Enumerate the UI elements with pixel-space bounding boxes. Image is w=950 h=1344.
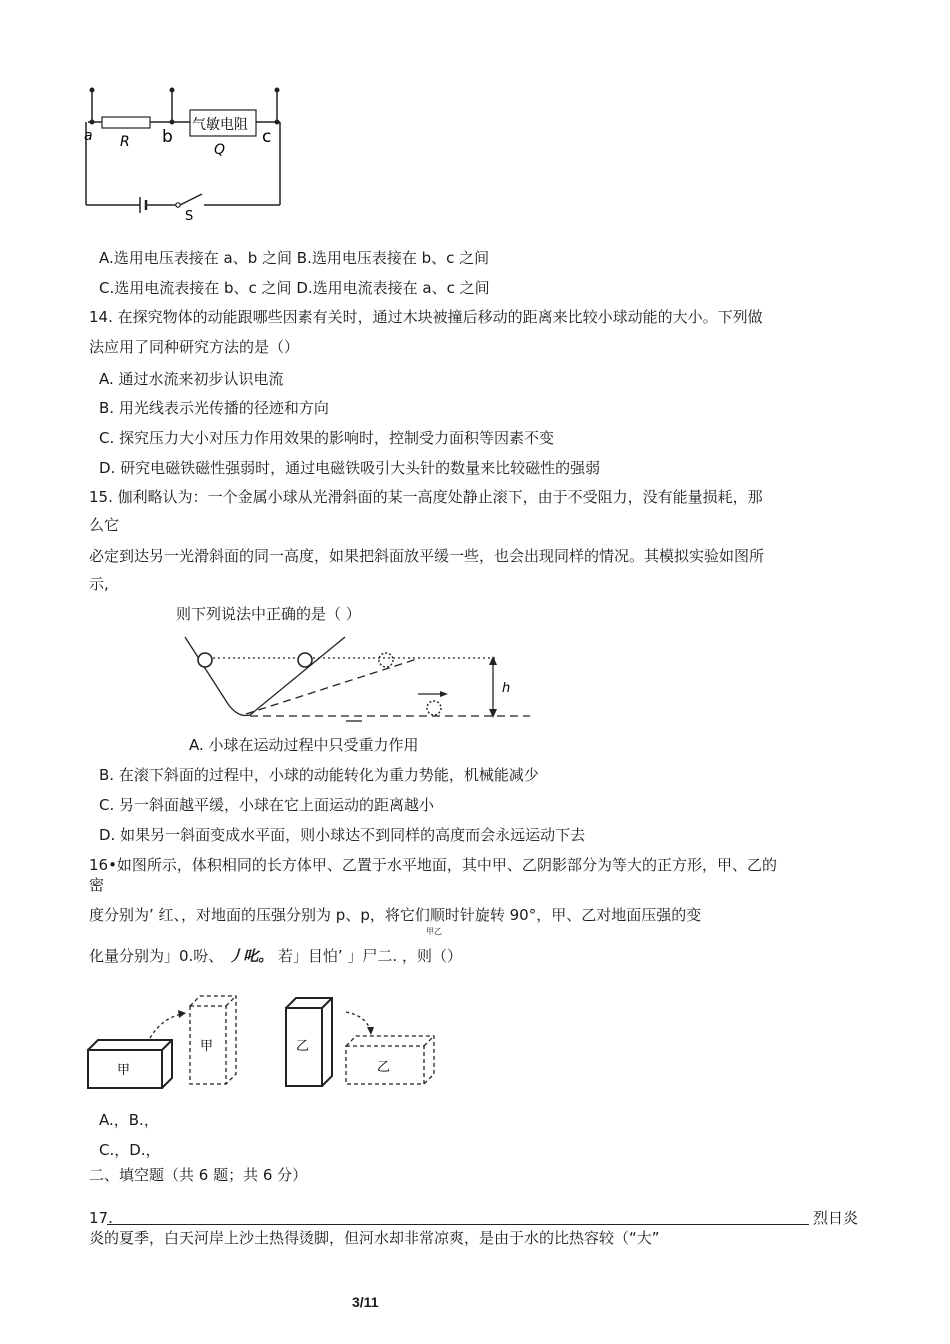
block-jia-label: 甲	[117, 1063, 131, 1078]
q16-subscript: 甲乙	[426, 927, 442, 936]
q14-option-b: B. 用光线表示光传播的径迹和方向	[99, 399, 329, 417]
q17-line1-tail: 烈日炎	[813, 1209, 859, 1227]
q13-options-line2: C.选用电流表接在 b、c 之间 D.选用电流表接在 a、c 之间	[99, 279, 490, 297]
q16-stem-line4-part1: 化量分别为」0.吩、	[89, 947, 224, 965]
circuit-diagram	[80, 82, 290, 222]
section-heading-fill-in: 二、填空题（共 6 题；共 6 分）	[89, 1166, 308, 1184]
q16-options-line1: A.，B.，	[99, 1111, 159, 1129]
q16-stem-line2: 密	[89, 876, 105, 894]
page-number: 3/11	[352, 1294, 379, 1310]
q14-option-a: A. 通过水流来初步认识电流	[99, 370, 284, 388]
q15-option-c: C. 另一斜面越平缓，小球在它上面运动的距离越小	[99, 796, 435, 814]
q16-stem-line1: 16•如图所示，体积相同的长方体甲、乙置于水平地面，其中甲、乙阴影部分为等大的正方形，甲、乙的	[89, 856, 777, 874]
sensor-q-label: Q	[214, 142, 226, 158]
node-b-label: b	[162, 127, 173, 147]
q15-stem-line4: 示,	[89, 575, 109, 593]
block-yi-rotated-label: 乙	[377, 1060, 391, 1075]
ball-start	[198, 653, 212, 667]
q16-stem-line3: 度分别为’ 红、，对地面的压强分别为 p、p，将它们顺时针旋转 90°，甲、乙对地面压强的变	[89, 906, 702, 924]
block-yi-label: 乙	[296, 1039, 310, 1054]
q15-option-a: A. 小球在运动过程中只受重力作用	[189, 736, 419, 754]
q15-stem-line2: 么它	[89, 516, 120, 534]
blocks-rotation-diagram	[84, 992, 442, 1090]
q16-stem-line4-part2: 丿叱。	[228, 947, 274, 965]
q15-figure-caption: 则下列说法中正确的是（ ）	[176, 605, 361, 623]
switch-s-label: S	[185, 209, 194, 222]
q15-stem-line1: 15. 伽利略认为：一个金属小球从光滑斜面的某一高度处静止滚下，由于不受阻力，没有能量损耗，那	[89, 488, 763, 506]
node-c-label: c	[262, 127, 272, 147]
q15-option-b: B. 在滚下斜面的过程中，小球的动能转化为重力势能，机械能减少	[99, 766, 539, 784]
q16-stem-line4-part3: 若」目怕’ 」尸二. ，则（）	[277, 947, 462, 965]
ball-gentle-slope	[379, 653, 393, 667]
q17-line2: 炎的夏季，白天河岸上沙土热得烫脚，但河水却非常凉爽，是由于水的比热容较（“大”	[89, 1229, 660, 1247]
q14-stem-line2: 法应用了同种研究方法的是（）	[89, 338, 300, 356]
q14-option-c: C. 探究压力大小对压力作用效果的影响时，控制受力面积等因素不变	[99, 429, 555, 447]
resistor-r-label: R	[120, 134, 130, 150]
ball-steep-slope	[298, 653, 312, 667]
incline-experiment-diagram	[180, 632, 530, 724]
q15-stem-line3: 必定到达另一光滑斜面的同一高度，如果把斜面放平缓一些，也会出现同样的情况。其模拟实验如图所	[89, 547, 765, 565]
q17-number: 17.	[89, 1209, 113, 1227]
block-jia-rotated-label: 甲	[200, 1039, 214, 1054]
q17-answer-blank	[107, 1224, 809, 1225]
q14-stem-line1: 14. 在探究物体的动能跟哪些因素有关时，通过木块被撞后移动的距离来比较小球动能的大小。下列做	[89, 308, 763, 326]
q13-options-line1: A.选用电压表接在 a、b 之间 B.选用电压表接在 b、c 之间	[99, 249, 490, 267]
height-h-label: h	[502, 681, 511, 696]
q16-stem-line4	[89, 946, 462, 966]
sensor-label: 气敏电阻	[192, 117, 248, 133]
q16-options-line2: C.，D.，	[99, 1141, 161, 1159]
ball-horizontal	[427, 701, 441, 715]
node-a-label: a	[84, 128, 93, 144]
q15-option-d: D. 如果另一斜面变成水平面，则小球达不到同样的高度而会永远运动下去	[99, 826, 586, 844]
q14-option-d: D. 研究电磁铁磁性强弱时，通过电磁铁吸引大头针的数量来比较磁性的强弱	[99, 459, 601, 477]
